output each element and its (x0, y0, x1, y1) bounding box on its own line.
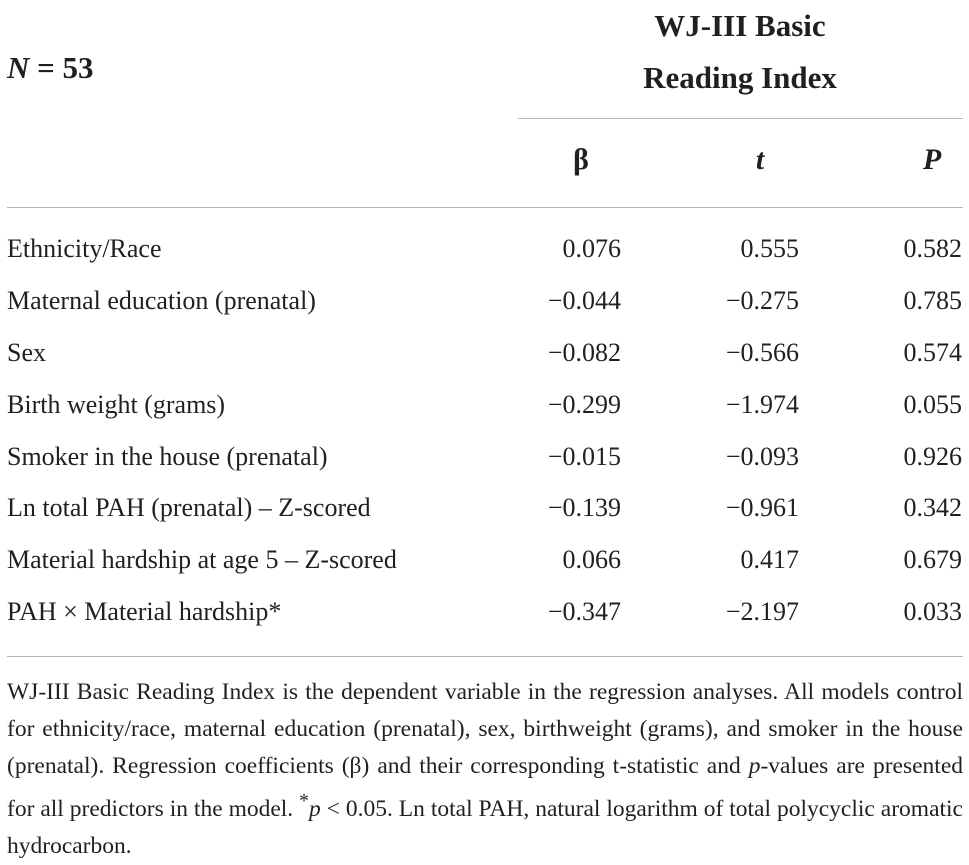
t-cell: −0.961 (725, 493, 799, 522)
p-cell: 0.033 (903, 597, 962, 626)
p-cell: 0.342 (903, 493, 962, 522)
footnote-text-3: < 0.05. Ln total PAH, natural logarithm of total polycyclic aromatic hydrocarbon. (7, 796, 963, 860)
table-row (0, 278, 969, 330)
col-header-t: t (755, 143, 765, 176)
table-row (0, 434, 969, 486)
outcome-header-line2: Reading Index (643, 60, 837, 95)
sample-size-label (7, 50, 94, 86)
p-cell: 0.055 (903, 390, 962, 419)
t-cell: −2.197 (725, 597, 799, 626)
footnote-star: * (299, 791, 309, 813)
beta-cell: −0.299 (547, 390, 621, 419)
footnote-p-italic: p (748, 752, 761, 779)
row-label: Smoker in the house (prenatal) (7, 442, 328, 471)
n-symbol: N (7, 50, 30, 85)
row-label: PAH × Material hardship* (7, 597, 282, 626)
table-row (0, 226, 969, 278)
outcome-group-header (560, 0, 920, 104)
table-footnote (7, 674, 963, 865)
outcome-header-line1: WJ-III Basic (654, 8, 826, 43)
t-cell: 0.417 (740, 545, 799, 574)
footnote-text-2: -values are presented for all predictors in the model. (7, 752, 964, 823)
table-row (0, 485, 969, 537)
beta-cell: 0.066 (562, 545, 621, 574)
row-label: Birth weight (grams) (7, 390, 226, 419)
beta-cell: −0.082 (547, 338, 621, 367)
col-header-beta: β (573, 143, 589, 176)
group-header-rule (518, 118, 963, 119)
beta-cell: −0.347 (547, 597, 621, 626)
n-value: = 53 (29, 50, 94, 85)
row-label: Material hardship at age 5 – Z-scored (7, 545, 397, 574)
row-label: Sex (7, 338, 46, 367)
beta-cell: −0.139 (547, 493, 621, 522)
table-row (0, 382, 969, 434)
row-label: Ethnicity/Race (7, 234, 162, 263)
header-bottom-rule (7, 207, 963, 208)
footnote-p-italic-2: p (308, 796, 321, 823)
p-cell: 0.679 (903, 545, 962, 574)
col-header-p: P (922, 143, 942, 176)
p-cell: 0.785 (903, 286, 962, 315)
beta-cell: −0.015 (547, 442, 621, 471)
table-row (0, 537, 969, 589)
t-cell: −0.275 (725, 286, 799, 315)
row-label: Maternal education (prenatal) (7, 286, 316, 315)
beta-cell: 0.076 (562, 234, 621, 263)
p-cell: 0.926 (903, 442, 962, 471)
t-cell: −1.974 (725, 390, 799, 419)
t-cell: −0.093 (725, 442, 799, 471)
table-row (0, 589, 969, 641)
t-cell: −0.566 (725, 338, 799, 367)
table-row (0, 330, 969, 382)
table-bottom-rule (7, 656, 963, 657)
beta-cell: −0.044 (547, 286, 621, 315)
t-cell: 0.555 (740, 234, 799, 263)
p-cell: 0.582 (903, 234, 962, 263)
footnote-text-1: WJ-III Basic Reading Index is the dependent variable in the regression analyses. All models control for ethnicity/race, maternal education (prenatal), sex, birthweight (grams), and smoker in the house (prenatal). Regression coefficients (β) and their corresponding t-statistic and (7, 679, 963, 779)
p-cell: 0.574 (903, 338, 962, 367)
row-label: Ln total PAH (prenatal) – Z-scored (7, 493, 371, 522)
